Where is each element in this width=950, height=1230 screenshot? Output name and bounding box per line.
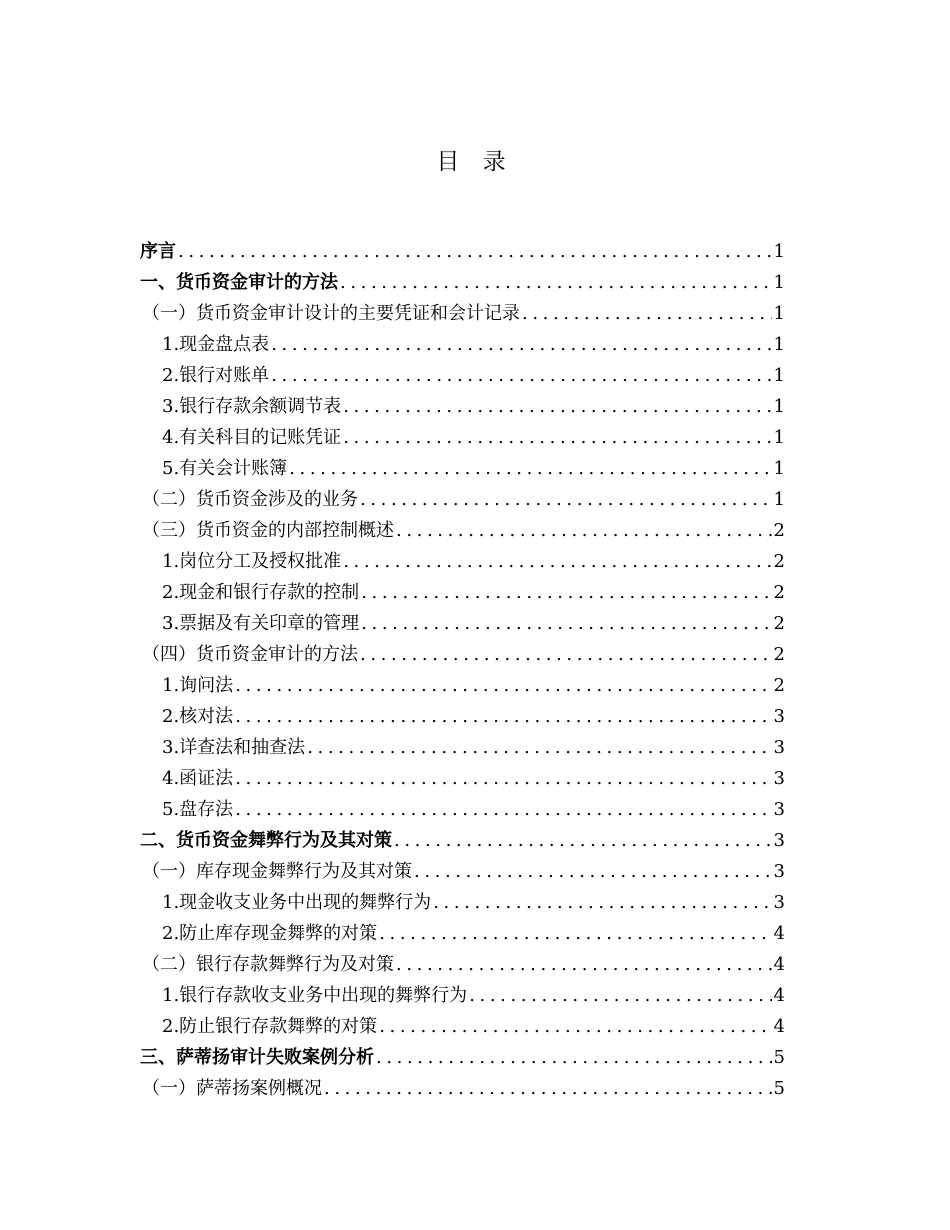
toc-dot-leader	[269, 360, 771, 391]
toc-entry[interactable]	[140, 484, 785, 515]
toc-entry-label: （四）货币资金审计的方法	[142, 644, 358, 665]
toc-entry-label: （一）库存现金舞弊行为及其对策	[142, 861, 412, 882]
toc-entry[interactable]	[140, 298, 785, 329]
toc-dot-leader	[520, 298, 772, 329]
toc-entry[interactable]	[140, 515, 785, 546]
toc-entry-page-number: 4	[773, 954, 785, 975]
toc-entry-page-number: 2	[773, 675, 785, 696]
toc-entry[interactable]	[140, 267, 785, 298]
toc-entry[interactable]	[140, 794, 785, 825]
toc-dot-leader	[233, 763, 771, 794]
toc-entry-page-number: 1	[773, 396, 785, 417]
toc-entry-label: （二）货币资金涉及的业务	[142, 489, 358, 510]
toc-entry[interactable]	[140, 546, 785, 577]
toc-entry[interactable]	[140, 980, 785, 1011]
toc-dot-leader	[341, 391, 771, 422]
toc-entry-page-number: 1	[773, 489, 785, 510]
toc-entry[interactable]	[140, 1073, 785, 1104]
toc-dot-leader	[305, 732, 771, 763]
toc-dot-leader	[341, 546, 771, 577]
toc-dot-leader	[287, 453, 771, 484]
toc-dot-leader	[412, 856, 772, 887]
page-title: 目 录	[436, 149, 514, 175]
toc-entry[interactable]	[140, 360, 785, 391]
toc-entry-page-number: 2	[773, 613, 785, 634]
toc-entry-page-number: 3	[773, 892, 785, 913]
toc-entry[interactable]	[140, 391, 785, 422]
toc-entry[interactable]	[140, 577, 785, 608]
toc-entry-page-number: 3	[773, 861, 785, 882]
toc-entry[interactable]	[140, 639, 785, 670]
toc-entry[interactable]	[140, 1042, 785, 1073]
toc-dot-leader	[269, 329, 771, 360]
toc-entry-page-number: 1	[773, 241, 785, 262]
toc-entry[interactable]	[140, 763, 785, 794]
toc-entry[interactable]	[140, 825, 785, 856]
toc-entry-label: （一）货币资金审计设计的主要凭证和会计记录	[142, 303, 520, 324]
toc-entry-label: （二）银行存款舞弊行为及对策	[142, 954, 394, 975]
toc-entry-page-number: 4	[773, 923, 785, 944]
toc-entry-page-number: 4	[773, 1016, 785, 1037]
toc-entry[interactable]	[140, 701, 785, 732]
toc-dot-leader	[233, 701, 771, 732]
toc-entry-label: 2.防止银行存款舞弊的对策	[162, 1016, 378, 1037]
toc-entry-page-number: 3	[773, 768, 785, 789]
toc-entry-label: 5.盘存法	[162, 799, 234, 820]
toc-entry[interactable]	[140, 732, 785, 763]
toc-entry[interactable]	[140, 670, 785, 701]
toc-entry[interactable]	[140, 1011, 785, 1042]
toc-entry[interactable]	[140, 887, 785, 918]
toc-entry-label: 2.现金和银行存款的控制	[162, 582, 360, 603]
toc-entry-label: 2.核对法	[162, 706, 234, 727]
toc-entry[interactable]	[140, 422, 785, 453]
toc-entry[interactable]	[140, 856, 785, 887]
toc-entry[interactable]	[140, 453, 785, 484]
toc-entry-label: 3.银行存款余额调节表	[162, 396, 342, 417]
toc-entry-label: 4.有关科目的记账凭证	[162, 427, 342, 448]
toc-entry-label: 1.现金收支业务中出现的舞弊行为	[162, 892, 432, 913]
toc-entry[interactable]	[140, 918, 785, 949]
toc-entry-label: 2.银行对账单	[162, 365, 270, 386]
toc-entry-page-number: 1	[773, 334, 785, 355]
toc-dot-leader	[359, 577, 771, 608]
toc-entry-page-number: 2	[773, 520, 785, 541]
toc-entry-page-number: 5	[773, 1047, 785, 1068]
toc-entry-page-number: 5	[773, 1078, 785, 1099]
toc-entry-page-number: 2	[773, 551, 785, 572]
toc-entry-label: 一、货币资金审计的方法	[140, 272, 338, 293]
toc-dot-leader	[233, 794, 771, 825]
toc-dot-leader	[233, 670, 771, 701]
toc-dot-leader	[392, 825, 772, 856]
toc-entry[interactable]	[140, 949, 785, 980]
toc-entry-page-number: 2	[773, 582, 785, 603]
toc-entry-page-number: 1	[773, 365, 785, 386]
toc-entry-page-number: 3	[773, 830, 785, 851]
toc-dot-leader	[374, 1042, 772, 1073]
toc-entry-label: 3.详查法和抽查法	[162, 737, 306, 758]
toc-dot-leader	[358, 484, 772, 515]
toc-entry-label: （三）货币资金的内部控制概述	[142, 520, 394, 541]
toc-entry-label: 3.票据及有关印章的管理	[162, 613, 360, 634]
toc-entry-page-number: 1	[773, 303, 785, 324]
toc-dot-leader	[359, 608, 771, 639]
toc-entry-page-number: 1	[773, 427, 785, 448]
toc-entry-label: 5.有关会计账簿	[162, 458, 288, 479]
table-of-contents	[140, 236, 785, 1104]
toc-entry-label: 4.函证法	[162, 768, 234, 789]
toc-entry-label: 2.防止库存现金舞弊的对策	[162, 923, 378, 944]
toc-entry-page-number: 1	[773, 272, 785, 293]
toc-entry[interactable]	[140, 608, 785, 639]
toc-dot-leader	[467, 980, 771, 1011]
toc-entry-page-number: 2	[773, 644, 785, 665]
toc-entry[interactable]	[140, 329, 785, 360]
toc-entry-page-number: 3	[773, 799, 785, 820]
toc-dot-leader	[338, 267, 772, 298]
toc-dot-leader	[394, 515, 772, 546]
toc-entry-label: 二、货币资金舞弊行为及其对策	[140, 830, 392, 851]
toc-entry-label: 三、萨蒂扬审计失败案例分析	[140, 1047, 374, 1068]
toc-entry-label: 1.岗位分工及授权批准	[162, 551, 342, 572]
toc-entry-label: （一）萨蒂扬案例概况	[142, 1078, 322, 1099]
toc-dot-leader	[322, 1073, 772, 1104]
toc-dot-leader	[394, 949, 772, 980]
toc-entry-page-number: 4	[773, 985, 785, 1006]
toc-dot-leader	[377, 1011, 771, 1042]
toc-entry-label: 序言	[140, 241, 176, 262]
toc-entry-page-number: 3	[773, 706, 785, 727]
toc-dot-leader	[341, 422, 771, 453]
toc-entry-label: 1.询问法	[162, 675, 234, 696]
toc-entry-label: 1.现金盘点表	[162, 334, 270, 355]
toc-dot-leader	[358, 639, 772, 670]
toc-entry-page-number: 1	[773, 458, 785, 479]
toc-dot-leader	[176, 236, 772, 267]
toc-dot-leader	[431, 887, 771, 918]
toc-dot-leader	[377, 918, 771, 949]
toc-entry-page-number: 3	[773, 737, 785, 758]
toc-entry-label: 1.银行存款收支业务中出现的舞弊行为	[162, 985, 468, 1006]
toc-entry[interactable]	[140, 236, 785, 267]
